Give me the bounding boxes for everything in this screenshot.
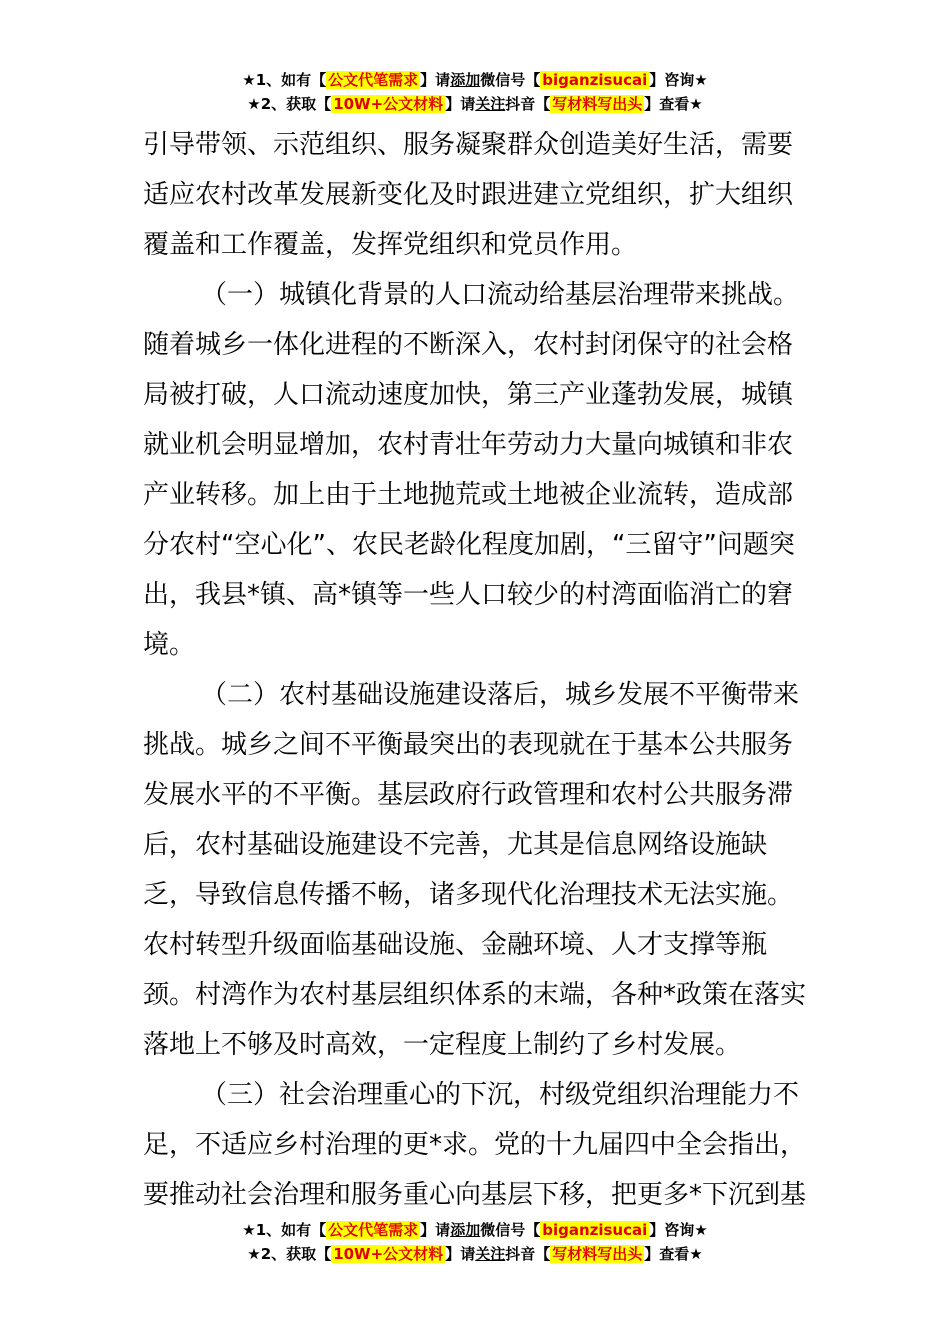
footer-line-2-prefix: ★2、获取【 [247,1245,332,1263]
footer-line-2-suffix: 】查看★ [644,1245,703,1263]
footer-line-2 [0,1242,950,1266]
header-highlight-materials: 10W+公文材料 [333,95,444,113]
footer-line-1-suffix: 】咨询★ [649,1221,708,1239]
header-line-1 [0,68,950,92]
header-banner [0,68,950,116]
paragraph-continuation: 引导带领、示范组织、服务凝聚群众创造美好生活，需要适应农村改革发展新变化及时跟进建立党组织，扩大组织覆盖和工作覆盖，发挥党组织和党员作用。 [143,130,794,260]
header-line-1-text: 】请 [420,71,451,89]
header-underline-follow: 关注 [475,95,506,113]
header-line-2-suffix: 】查看★ [644,95,703,113]
footer-underline-add: 添加 [450,1221,481,1239]
footer-line-1 [0,1218,950,1242]
footer-line-2-text: 】请 [445,1245,476,1263]
footer-line-1-wechat-label: 微信号【 [480,1221,541,1239]
paragraph-section-1: （一）城镇化背景的人口流动给基层治理带来挑战。随着城乡一体化进程的不断深入，农村封闭保守的社会格局被打破，人口流动速度加快，第三产业蓬勃发展，城镇就业机会明显增加，农村青壮年劳动力大量向城镇和非农产业转移。加上由于土地抛荒或土地被企业流转，造成部分农村“空心化”、农民老龄化程度加剧，“三留守”问题突出，我县*镇、高*镇等一些人口较少的村湾面临消亡的窘境。 [143,280,800,660]
footer-highlight-writing-service: 公文代笔需求 [328,1221,419,1239]
header-highlight-writing-service: 公文代笔需求 [328,71,419,89]
header-line-1-suffix: 】咨询★ [649,71,708,89]
header-line-2-douyin-label: 抖音【 [505,95,551,113]
header-highlight-douyin-id: 写材料写出头 [552,95,643,113]
footer-line-1-prefix: ★1、如有【 [242,1221,327,1239]
footer-line-1-text: 】请 [420,1221,451,1239]
header-highlight-wechat-id: biganzisucai [542,71,648,89]
document-body [143,120,808,1220]
header-line-1-wechat-label: 微信号【 [480,71,541,89]
header-line-2 [0,92,950,116]
header-line-1-prefix: ★1、如有【 [242,71,327,89]
header-line-2-prefix: ★2、获取【 [247,95,332,113]
footer-highlight-douyin-id: 写材料写出头 [552,1245,643,1263]
footer-highlight-wechat-id: biganzisucai [542,1221,648,1239]
footer-underline-follow: 关注 [475,1245,506,1263]
paragraph-section-2: （二）农村基础设施建设落后，城乡发展不平衡带来挑战。城乡之间不平衡最突出的表现就在于基本公共服务发展水平的不平衡。基层政府行政管理和农村公共服务滞后，农村基础设施建设不完善，尤其是信息网络设施缺乏，导致信息传播不畅，诸多现代化治理技术无法实施。农村转型升级面临基础设施、金融环境、人才支撑等瓶颈。村湾作为农村基层组织体系的末端，各种*政策在落实落地上不够及时高效，一定程度上制约了乡村发展。 [143,680,807,1060]
footer-line-2-douyin-label: 抖音【 [505,1245,551,1263]
header-line-2-text: 】请 [445,95,476,113]
header-underline-add: 添加 [450,71,481,89]
paragraph-section-3: （三）社会治理重心的下沉，村级党组织治理能力不足，不适应乡村治理的更*求。党的十九届四中全会指出，要推动社会治理和服务重心向基层下移，把更多*下沉到基 [143,1080,807,1210]
footer-banner [0,1218,950,1266]
footer-highlight-materials: 10W+公文材料 [333,1245,444,1263]
